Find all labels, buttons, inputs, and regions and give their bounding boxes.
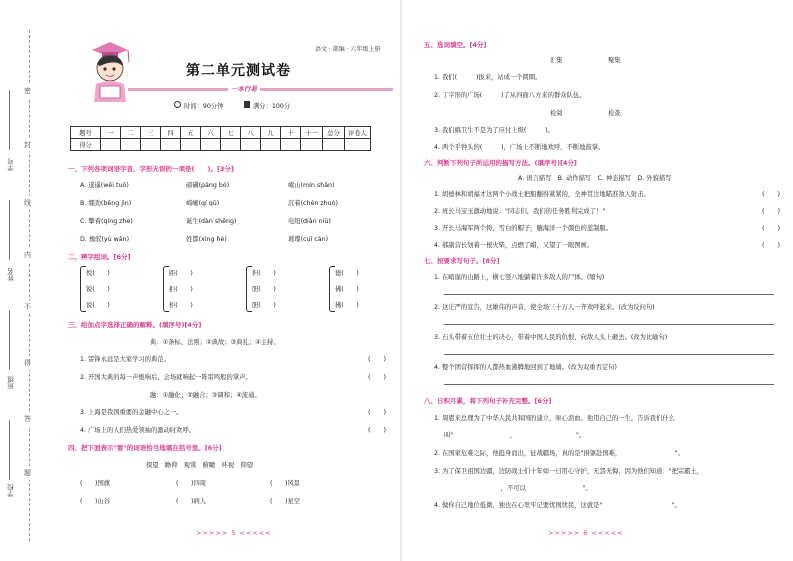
exam-time: 时间：90分钟 bbox=[184, 103, 224, 110]
fill-blank[interactable]: ( )星空 bbox=[270, 498, 301, 505]
score-cell[interactable] bbox=[281, 139, 301, 151]
fill-blank[interactable]: 叫" ， "。 bbox=[444, 432, 586, 439]
answer-blank[interactable]: ( ) bbox=[762, 241, 781, 249]
option-a: A. 遂遥(wēi tuō) bbox=[80, 182, 129, 189]
score-cell[interactable] bbox=[261, 139, 281, 151]
section-6-title: 六、判断下列句子所运用的描写方法。(填序号)[4分] bbox=[424, 159, 577, 167]
fill-blank[interactable]: ( )四周 bbox=[176, 480, 207, 487]
title-bar bbox=[128, 88, 393, 91]
char-blank[interactable]: 德( ) bbox=[335, 270, 359, 277]
score-cell[interactable] bbox=[181, 139, 201, 151]
answer-blank[interactable]: ( ) bbox=[762, 207, 781, 215]
word-option: 检阅 bbox=[550, 110, 563, 117]
question-text: 3. 我们搞卫生不是为了应付上级( )。 bbox=[434, 127, 554, 134]
option-c-word2: 诞生(dàn shēng) bbox=[186, 218, 237, 225]
binding-margin bbox=[0, 0, 58, 561]
seal-mark: 不 bbox=[24, 300, 31, 314]
word-option: 检查 bbox=[608, 110, 621, 117]
answer-blank[interactable]: ( ) bbox=[368, 355, 387, 363]
definition-options: 融：①融化；②融合；③调和；④流通。 bbox=[150, 392, 261, 399]
score-icon bbox=[244, 101, 250, 108]
section-7-title: 七、按要求写句子。[8分] bbox=[424, 257, 500, 265]
fill-blank[interactable]: ( )山谷 bbox=[80, 498, 111, 505]
question-text: 2. 丁字形的广场( )了从四面八方来的群众队伍。 bbox=[434, 92, 586, 99]
question-text: 3. 为了保卫祖国边疆，边防战士们十年如一日用心守护，无怨无悔，因为他们知道："把宗霸土， bbox=[434, 468, 704, 475]
option-d: D. 豫驭(yù wǎn) bbox=[80, 236, 130, 243]
score-cell[interactable] bbox=[241, 139, 261, 151]
table-cell: 总分 bbox=[323, 127, 345, 139]
char-blank[interactable]: 锐( ) bbox=[86, 286, 110, 293]
table-cell: 七 bbox=[221, 127, 241, 139]
option-b: B. 绷劲(bēng jìn) bbox=[80, 200, 132, 207]
table-cell: 评卷人 bbox=[345, 127, 371, 139]
answer-line[interactable] bbox=[444, 354, 774, 355]
score-table-header-row bbox=[71, 127, 371, 139]
answer-blank[interactable]: ( ) bbox=[762, 190, 781, 198]
question-text[interactable]: 2. 在国家危难之际，他挺身而出，征战疆场，真的是"捐躯赴国难， "。 bbox=[434, 450, 684, 457]
option-d-word2: 姓都(xìng hé) bbox=[186, 236, 227, 243]
score-cell[interactable] bbox=[101, 139, 121, 151]
question-text: 3. 石头带着五位壮士的决心，带着中国人民的仇恨，向敌人头上砸去。(改为比喻句) bbox=[434, 334, 668, 341]
student-id-label: 学号 bbox=[7, 158, 15, 171]
page-number-right: >>>>> 6 <<<<< bbox=[548, 529, 624, 537]
question-text: 1. 雷锋永远是大家学习的典范。 bbox=[80, 356, 170, 363]
word-option: 汇集 bbox=[550, 57, 563, 64]
option-c-word3: 电纽(diàn niǔ) bbox=[288, 218, 331, 225]
table-cell: 一 bbox=[101, 127, 121, 139]
score-cell[interactable] bbox=[221, 139, 241, 151]
score-cell[interactable] bbox=[323, 139, 345, 151]
question-text[interactable]: 4. 做你自己地位低微，独也在心里牢记要忧国忧民，这就是" "。 bbox=[434, 502, 681, 509]
student-id-field[interactable] bbox=[9, 90, 10, 150]
fill-blank[interactable]: ( )病人 bbox=[176, 498, 207, 505]
seal-mark: 封 bbox=[24, 138, 31, 152]
page-title: 第二单元测试卷 bbox=[186, 63, 291, 79]
table-cell: 九 bbox=[261, 127, 281, 139]
question-text: 1. 胡德林和胡福才这两个小战士把船翻得紧紧的，全神贯注地瞄准敌人射击。 bbox=[434, 191, 650, 198]
table-cell: 十 bbox=[281, 127, 301, 139]
char-blank[interactable]: 距( ) bbox=[169, 270, 193, 277]
section-8-title: 八、日积月累，将下列句子补充完整。[6分] bbox=[424, 397, 552, 405]
exam-score: 满分：100分 bbox=[253, 103, 291, 110]
class-field[interactable] bbox=[9, 310, 10, 370]
char-blank[interactable]: 拂( ) bbox=[335, 302, 359, 309]
word-bank: 探望 瞻仰 观赏 俯瞰 环视 仰望 bbox=[146, 462, 254, 469]
question-text: 4. 整个团营挥挥的人都热血沸腾地回到了地墙。(改为双重否定句) bbox=[434, 364, 617, 371]
question-text: 4. 广场上的人们热爱领袖的激动时欢呼。 bbox=[80, 427, 196, 434]
char-blank[interactable]: 佛( ) bbox=[335, 286, 359, 293]
fill-blank[interactable]: ( )国旗 bbox=[80, 480, 111, 487]
seal-mark: 线 bbox=[24, 196, 31, 210]
section-1-title: 一、下列各项词语字音、字形无误的一项是( )。[3分] bbox=[68, 165, 234, 173]
answer-blank[interactable]: ( ) bbox=[368, 408, 387, 416]
school-field[interactable] bbox=[9, 420, 10, 480]
seal-mark: 得 bbox=[24, 356, 31, 370]
score-table bbox=[70, 126, 371, 151]
right-page bbox=[402, 0, 793, 561]
table-cell: 十一 bbox=[301, 127, 323, 139]
score-cell[interactable] bbox=[201, 139, 221, 151]
mascot-illustration bbox=[82, 40, 132, 102]
table-cell: 四 bbox=[161, 127, 181, 139]
answer-blank[interactable]: ( ) bbox=[368, 426, 387, 434]
answer-line[interactable] bbox=[444, 324, 774, 325]
table-cell: 得分 bbox=[71, 139, 101, 151]
section-3-title: 三、给加点字选择正确的解释。(填序号)[4分] bbox=[68, 321, 202, 329]
option-b-word3: 沉着(chén zhuó) bbox=[288, 200, 338, 207]
question-text: 1. 我们( )拔来，站成一个圆圈。 bbox=[434, 74, 542, 81]
clock-icon bbox=[174, 101, 181, 108]
school-label: 学校 bbox=[7, 484, 15, 497]
option-a-word3: 岷山(mín shān) bbox=[288, 182, 335, 189]
seal-mark: 内 bbox=[24, 248, 31, 262]
char-blank[interactable]: 柜( ) bbox=[169, 302, 193, 309]
definition-options: 典：①条标，法则；②典故；③典礼；④主持。 bbox=[150, 339, 280, 346]
score-cell[interactable] bbox=[141, 139, 161, 151]
question-text: 2. 班长马宝玉激动地说："同志们，我们的任务胜利完成了！" bbox=[434, 208, 606, 215]
question-text: 1. 周恩来总理为了中华人民共和国的建立，呕心沥血。他用自己的一生，告诉我们什么 bbox=[434, 415, 675, 422]
char-blank[interactable]: 胆( ) bbox=[252, 302, 276, 309]
score-cell[interactable] bbox=[301, 139, 323, 151]
table-cell: 题号 bbox=[71, 127, 101, 139]
char-blank[interactable]: 胆( ) bbox=[252, 286, 276, 293]
name-field[interactable] bbox=[9, 200, 10, 260]
table-cell: 三 bbox=[141, 127, 161, 139]
answer-blank[interactable]: ( ) bbox=[368, 373, 387, 381]
score-cell[interactable] bbox=[345, 139, 371, 151]
name-label: 姓名 bbox=[7, 268, 15, 281]
char-blank[interactable]: 拒( ) bbox=[169, 286, 193, 293]
method-options: A. 语言描写 B. 动作描写 C. 神态描写 D. 外貌描写 bbox=[518, 175, 672, 182]
option-c: C. 擎着(qíng zhe) bbox=[80, 218, 133, 225]
section-2-title: 二、辨字组词。[6分] bbox=[68, 253, 131, 261]
question-text: 3. 上海是我国重要的金融中心之一。 bbox=[80, 409, 183, 416]
section-5-title: 五、选词填空。[4分] bbox=[424, 41, 487, 49]
table-cell: 二 bbox=[121, 127, 141, 139]
seal-mark: 题 bbox=[24, 466, 31, 480]
score-table-score-row bbox=[71, 139, 371, 151]
answer-line[interactable] bbox=[444, 294, 774, 295]
answer-line[interactable] bbox=[444, 384, 774, 385]
page-number-left: >>>>> 5 <<<<< bbox=[196, 529, 272, 537]
question-text: 3. 开长马海军两个挎，雪白的帽子，腼海洋一个颜色的蓝制服。 bbox=[434, 225, 613, 232]
question-text: 2. 开国大典的每一声炮响后，会场就响起一阵雷鸣般的掌声。 bbox=[80, 374, 252, 381]
score-cell[interactable] bbox=[121, 139, 141, 151]
section-4-title: 四、把下面表示"看"的词语恰当地填在括号里。[6分] bbox=[68, 444, 222, 452]
fill-blank[interactable]: ( )风景 bbox=[270, 480, 301, 487]
question-text: 2. 这庄严的宣告，这雄伟的声音，使全场三十万人一齐欢呼起来。(改为反问句) bbox=[434, 304, 655, 311]
subject-tag: 语文 · 部编 · 六年级上册 bbox=[315, 46, 381, 53]
fill-blank[interactable]: ，不可以 "。 bbox=[444, 485, 592, 492]
table-cell: 六 bbox=[201, 127, 221, 139]
question-text: 4. 两个乎钟头的( )，广场上不断地欢呼，不断地鼓掌。 bbox=[434, 144, 605, 151]
option-d-word3: 璀璨(cuǐ càn) bbox=[288, 236, 329, 243]
seal-mark: 答 bbox=[24, 412, 31, 426]
table-cell: 五 bbox=[181, 127, 201, 139]
char-blank[interactable]: 担( ) bbox=[252, 270, 276, 277]
option-b-word2: 崎崛(qí qū) bbox=[186, 200, 220, 207]
char-blank[interactable]: 悦( ) bbox=[86, 270, 110, 277]
question-text: 4. 郝副营长划着一根火柴，点燃了蜡，又望了一眼图画。 bbox=[434, 242, 594, 249]
table-cell: 八 bbox=[241, 127, 261, 139]
answer-blank[interactable]: ( ) bbox=[762, 224, 781, 232]
score-cell[interactable] bbox=[161, 139, 181, 151]
class-label: 班级 bbox=[7, 376, 15, 389]
question-text: 1. 在峭崖的山路上，横七竖八地躺着许多敌人的尸体。(缩句) bbox=[434, 274, 605, 281]
option-a-word2: 磅礴(páng bó) bbox=[186, 182, 230, 189]
word-option: 聚集 bbox=[608, 57, 621, 64]
brand-badge: 一本行易 bbox=[228, 84, 260, 93]
char-blank[interactable]: 说( ) bbox=[86, 302, 110, 309]
seal-mark: 密 bbox=[24, 84, 31, 98]
